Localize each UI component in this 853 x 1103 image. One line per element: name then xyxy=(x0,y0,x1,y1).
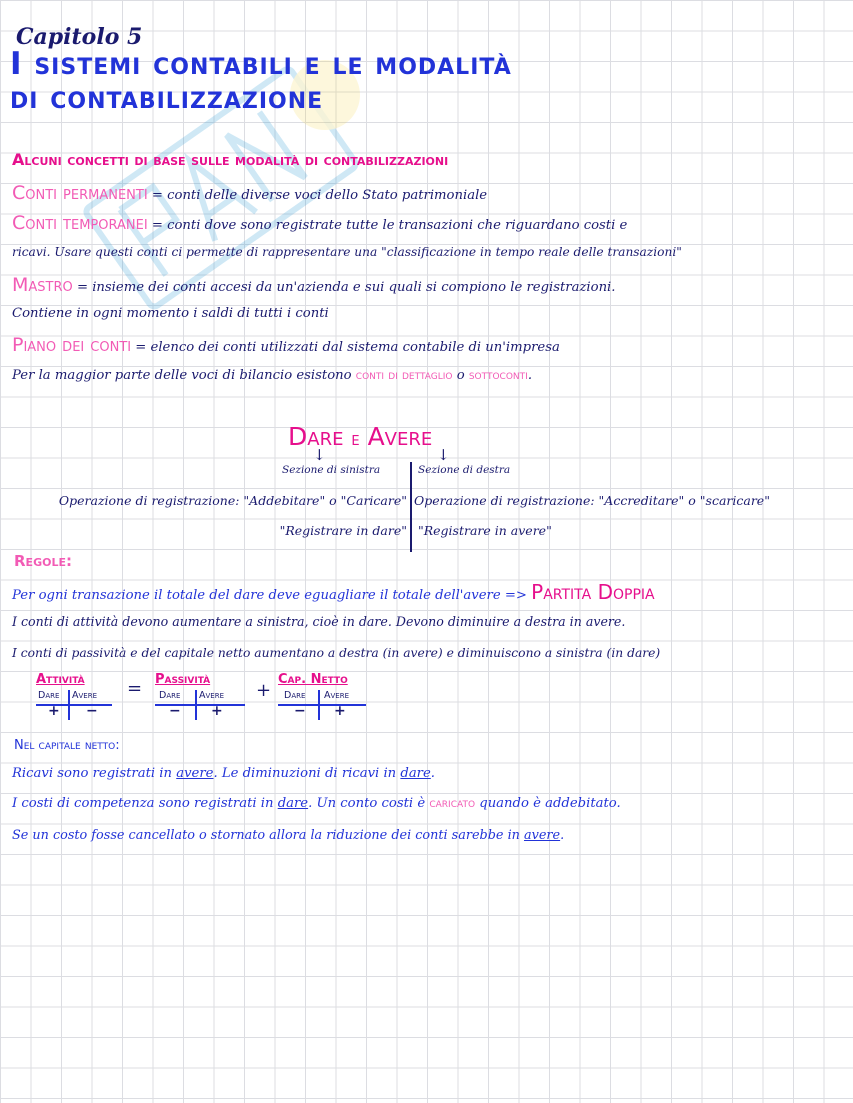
cn-l2a: I costi di competenza sono registrati in xyxy=(12,796,274,811)
term-conti-temporanei: Conti temporanei xyxy=(12,212,148,234)
cn-line3 xyxy=(12,828,564,843)
t-sub-avere: Avere xyxy=(324,690,349,701)
cn-l1-avere: avere xyxy=(176,766,214,781)
t-vline xyxy=(318,690,320,720)
t-sub-avere: Avere xyxy=(199,690,224,701)
regole-line2: I conti di attività devono aumentare a sinistra, cioè in dare. Devono diminuire a destra in avere. xyxy=(12,614,626,629)
term-sottoconti: sottoconti xyxy=(468,368,528,383)
sign-cap-avere: + xyxy=(334,703,346,719)
t-sub-dare: Dare xyxy=(159,690,181,701)
cn-l1c: . Le diminuzioni di ricavi in xyxy=(213,766,397,781)
t-sub-dare: Dare xyxy=(38,690,60,701)
page-title-line1: I sistemi contabili e le modalità xyxy=(10,46,512,82)
t-head-passivita: Passività xyxy=(155,672,211,687)
def-mastro xyxy=(12,274,615,296)
cn-line2 xyxy=(12,796,621,811)
text-piano-dei-conti-1: = elenco dei conti utilizzati dal sistema contabile di un'impresa xyxy=(135,340,560,355)
t-account-attivita xyxy=(36,672,116,720)
t-hline xyxy=(278,704,366,706)
heading-dare: Dare xyxy=(288,422,344,451)
term-partita-doppia: Partita Doppia xyxy=(531,580,655,604)
text-piano-intro: Per la maggior parte delle voci di bilancio esistono xyxy=(12,368,352,383)
cn-l2-caricato: caricato xyxy=(429,796,476,811)
term-conti-di-dettaglio: conti di dettaglio xyxy=(355,368,453,383)
right-registration: "Registrare in avere" xyxy=(418,523,552,538)
term-conti-permanenti: Conti permanenti xyxy=(12,182,148,204)
regole-line1-text: Per ogni transazione il totale del dare deve eguagliare il totale dell'avere => xyxy=(12,588,527,603)
t-sub-dare: Dare xyxy=(284,690,306,701)
text-mastro-1: = insieme dei conti accesi da un'azienda e sui quali si compiono le registrazioni. xyxy=(76,280,616,295)
text-conti-permanenti: = conti delle diverse voci dello Stato patrimoniale xyxy=(151,188,488,203)
arrow-down-right-icon: ↓ xyxy=(437,446,450,464)
equals-sign: = xyxy=(127,678,143,699)
text-o: o xyxy=(456,368,465,383)
sign-pass-dare: − xyxy=(169,703,181,719)
text-mastro-2: Contiene in ogni momento i saldi di tutti i conti xyxy=(12,306,329,321)
cn-l1e: . xyxy=(430,766,435,781)
dare-avere-divider xyxy=(410,462,412,552)
cn-l1-dare: dare xyxy=(400,766,431,781)
cn-l2-dare: dare xyxy=(277,796,309,811)
left-section-label: Sezione di sinistra xyxy=(282,464,381,476)
t-vline xyxy=(68,690,70,720)
text-conti-temporanei-1: = conti dove sono registrate tutte le transazioni che riguardano costi e xyxy=(151,218,628,233)
capitale-netto-heading: Nel capitale netto: xyxy=(14,738,120,753)
page-title-line2: di contabilizzazione xyxy=(10,80,324,116)
cn-l1a: Ricavi sono registrati in xyxy=(12,766,173,781)
sign-cap-dare: − xyxy=(294,703,306,719)
left-operation: Operazione di registrazione: "Addebitare" o "Caricare" xyxy=(58,493,407,508)
right-operation: Operazione di registrazione: "Accreditare" o "scaricare" xyxy=(414,493,770,508)
regole-line3: I conti di passività e del capitale netto aumentano a destra (in avere) e diminuiscono a sinistra (in dare) xyxy=(12,646,661,660)
text-piano-dei-conti-2 xyxy=(12,368,532,383)
term-mastro: Mastro xyxy=(12,274,73,296)
def-conti-permanenti xyxy=(12,182,487,204)
plus-sign: + xyxy=(256,680,272,701)
def-piano-dei-conti xyxy=(12,334,560,356)
regole-line1 xyxy=(12,580,655,604)
t-account-cap-netto xyxy=(278,672,378,720)
sign-att-dare: + xyxy=(48,703,60,719)
t-account-passivita xyxy=(155,672,255,720)
arrow-down-left-icon: ↓ xyxy=(313,446,326,464)
sign-att-avere: − xyxy=(86,703,98,719)
heading-avere: Avere xyxy=(367,422,433,451)
dare-avere-heading xyxy=(288,422,432,451)
text-period: . xyxy=(527,368,533,383)
right-section-label: Sezione di destra xyxy=(418,464,511,476)
t-sub-avere: Avere xyxy=(72,690,97,701)
t-vline xyxy=(195,690,197,720)
left-registration: "Registrare in dare" xyxy=(279,523,407,538)
cn-l3-avere: avere xyxy=(523,828,561,843)
def-conti-temporanei xyxy=(12,212,627,234)
term-piano-dei-conti: Piano dei conti xyxy=(12,334,132,356)
chapter-label: Capitolo 5 xyxy=(16,24,143,50)
cn-l3c: . xyxy=(560,828,565,843)
t-head-cap-netto: Cap. Netto xyxy=(278,672,348,687)
t-head-attivita: Attività xyxy=(36,672,85,687)
cn-l2e: quando è addebitato. xyxy=(479,796,621,811)
cn-line1 xyxy=(12,766,435,781)
cn-l3a: Se un costo fosse cancellato o stornato allora la riduzione dei conti sarebbe in xyxy=(12,828,520,843)
sign-pass-avere: + xyxy=(211,703,223,719)
regole-heading: Regole: xyxy=(14,552,72,570)
cn-l2c: . Un conto costi è xyxy=(308,796,426,811)
text-conti-temporanei-2: ricavi. Usare questi conti ci permette di rappresentare una "classificazione in tempo reale delle transazioni" xyxy=(12,245,682,259)
heading-e: e xyxy=(351,429,360,450)
section-heading: Alcuni concetti di base sulle modalità di contabilizzazioni xyxy=(12,150,449,169)
